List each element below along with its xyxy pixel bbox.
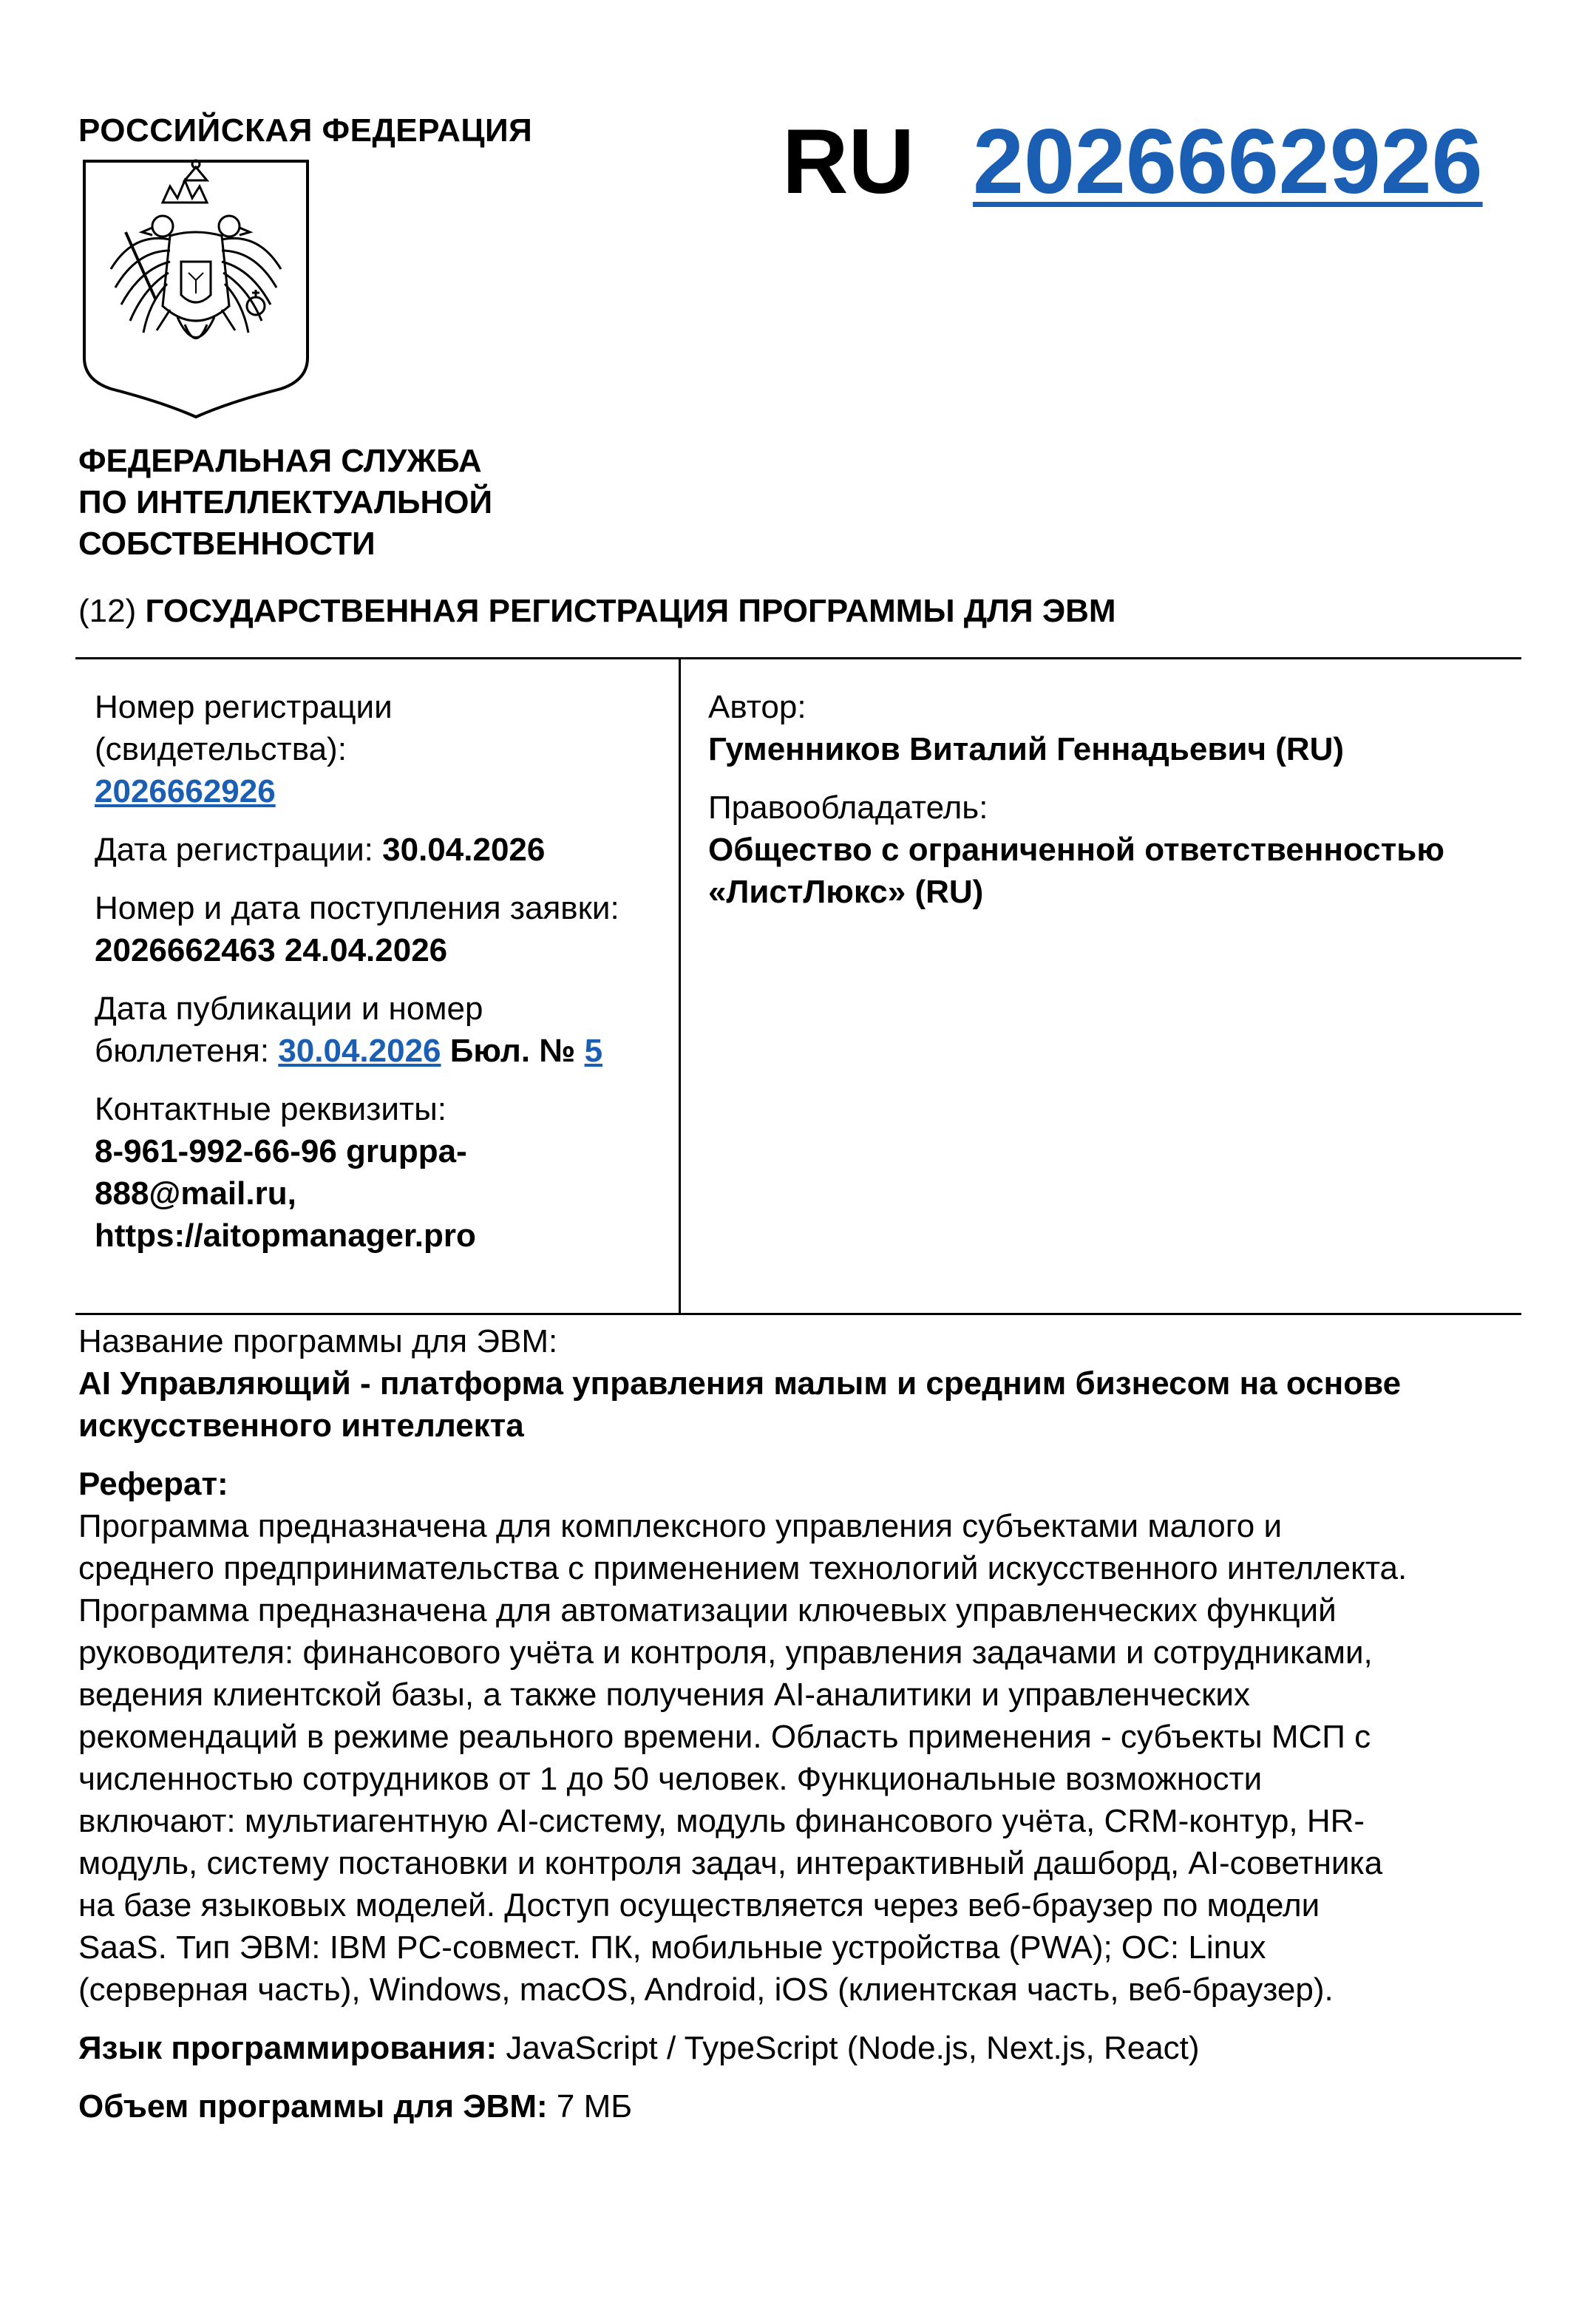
bulletin-label: Бюл. № [449,1033,576,1069]
field-label: Дата публикации и номер [95,991,483,1027]
abstract-line: численностью сотрудников от 1 до 50 человек. Функциональные возможности [78,1761,1263,1797]
contacts-line: 888@mail.ru, [95,1175,296,1212]
abstract-line: Программа предназначена для комплексного управления субъектами малого и [78,1508,1283,1544]
field-label: (свидетельства): [95,731,347,767]
holder-line: «ЛистЛюкс» (RU) [708,874,984,910]
abstract-line: руководителя: финансового учёта и контроля, управления задачами и сотрудниками, [78,1634,1373,1671]
agency-line: СОБСТВЕННОСТИ [78,526,376,562]
rights-details [708,686,1507,929]
table-column-divider [679,657,681,1315]
document-code: (12) [78,593,137,629]
contacts-line: 8-961-992-66-96 gruppa- [95,1133,467,1169]
abstract-line: на базе языковых моделей. Доступ осуществляется через веб-браузер по модели [78,1887,1320,1923]
abstract-line: рекомендаций в режиме реального времени. Область применения - субъекты МСП с [78,1719,1371,1755]
size-label: Объем программы для ЭВМ: [78,2088,548,2125]
registration-details [95,686,679,1273]
registration-number-field [95,686,679,812]
holder-line: Общество с ограниченной ответственностью [708,832,1444,868]
country-name: РОССИЙСКАЯ ФЕДЕРАЦИЯ [78,112,533,149]
field-label: Автор: [708,689,807,725]
size-field [78,2085,1527,2127]
field-label: Контактные реквизиты: [95,1091,446,1127]
registration-date-field [95,829,679,871]
registration-date: 30.04.2026 [382,832,546,868]
abstract-line: включают: мультиагентную AI-систему, модуль финансового учёта, CRM-контур, HR- [78,1803,1365,1839]
bulletin-number-link[interactable]: 5 [584,1033,603,1069]
size-value: 7 МБ [556,2088,633,2125]
contacts-field [95,1088,679,1257]
registration-number-link[interactable]: 2026662926 [973,111,1483,213]
abstract-line: модуль, систему постановки и контроля задач, интерактивный дашборд, AI-советника [78,1845,1383,1881]
author-name: Гуменников Виталий Геннадьевич (RU) [708,731,1345,767]
registration-number-link[interactable]: 2026662926 [95,773,276,809]
field-label: Правообладатель: [708,789,988,826]
agency-line: ПО ИНТЕЛЛЕКТУАЛЬНОЙ [78,484,493,520]
program-name-line: AI Управляющий - платформа управления малым и средним бизнесом на основе [78,1365,1402,1402]
russian-coat-of-arms-icon [81,158,310,420]
agency-name [78,441,492,565]
author-field [708,686,1507,770]
field-label: Дата регистрации: [95,832,373,868]
holder-field [708,787,1507,913]
field-label: Номер регистрации [95,689,393,725]
program-name-line: искусственного интеллекта [78,1407,524,1444]
field-label: бюллетеня: [95,1033,270,1069]
abstract-line: (серверная часть), Windows, macOS, Android, iOS (клиентская часть, веб-браузер). [78,1972,1334,2008]
abstract-line: Программа предназначена для автоматизации ключевых управленческих функций [78,1592,1337,1629]
language-label: Язык программирования: [78,2030,498,2066]
application-field [95,887,679,971]
document-type [78,593,1116,630]
abstract-label: Реферат: [78,1466,228,1502]
country-code: RU [782,111,915,213]
program-name-label: Название программы для ЭВМ: [78,1323,558,1359]
program-description [78,1320,1527,2127]
table-top-rule [75,657,1521,659]
application-value: 2026662463 24.04.2026 [95,932,448,968]
document-kind: ГОСУДАРСТВЕННАЯ РЕГИСТРАЦИЯ ПРОГРАММЫ ДЛЯ ЭВМ [145,593,1116,629]
language-field [78,2027,1527,2069]
field-label: Номер и дата поступления заявки: [95,890,619,926]
abstract-line: SaaS. Тип ЭВМ: IBM PC-совмест. ПК, мобильные устройства (PWA); ОС: Linux [78,1929,1266,1966]
language-value: JavaScript / TypeScript (Node.js, Next.js, React) [506,2030,1200,2066]
contacts-line: https://aitopmanager.pro [95,1218,476,1254]
publication-field [95,988,679,1072]
publication-date-link[interactable]: 30.04.2026 [278,1033,441,1069]
abstract-line: среднего предпринимательства с применением технологий искусственного интеллекта. [78,1550,1407,1586]
abstract-line: ведения клиентской базы, а также получения AI-аналитики и управленческих [78,1677,1250,1713]
agency-line: ФЕДЕРАЛЬНАЯ СЛУЖБА [78,443,482,479]
table-bottom-rule [75,1313,1521,1315]
